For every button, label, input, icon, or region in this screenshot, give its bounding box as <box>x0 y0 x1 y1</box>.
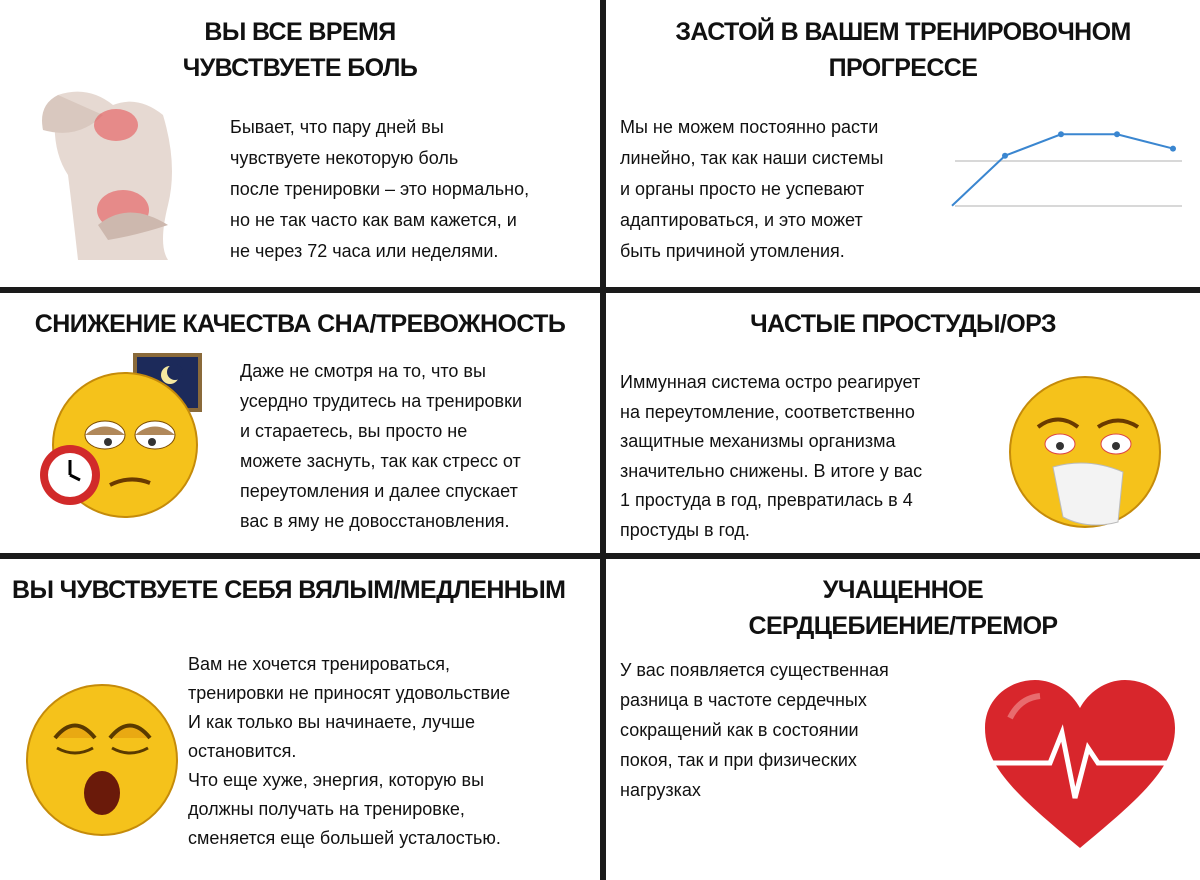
title-line: СНИЖЕНИЕ КАЧЕСТВА СНА/ТРЕВОЖНОСТЬ <box>34 310 566 338</box>
text-line: адаптироваться, и это может <box>620 210 863 230</box>
text-line: на переутомление, соответственно <box>620 401 915 422</box>
plateau-line-chart <box>950 120 1185 220</box>
text-line: простуды в год. <box>620 519 750 540</box>
text-line: и органы просто не успевают <box>620 179 865 199</box>
panel-3-title <box>0 306 600 342</box>
text-line: значительно снижены. В итоге у вас <box>620 460 923 481</box>
text-line: Что еще хуже, энергия, которую вы <box>188 770 485 790</box>
text-line: Иммунная система остро реагирует <box>620 372 921 392</box>
text-line: и стараетесь, вы просто не <box>240 421 468 441</box>
text-line: Даже не смотря на то, что вы <box>240 361 486 381</box>
vertical-divider <box>600 0 606 880</box>
text-line: Бывает, что пару дней вы <box>230 117 444 137</box>
text-line: разница в частоте сердечных <box>620 690 867 710</box>
horizontal-divider-1 <box>0 287 1200 293</box>
chart-point <box>1170 146 1176 152</box>
title-line: ЗАСТОЙ В ВАШЕМ ТРЕНИРОВОЧНОМ <box>675 18 1131 46</box>
text-line: сокращений как в состоянии <box>620 720 859 740</box>
text-line: должны получать на тренировке, <box>188 799 465 819</box>
text-line: переутомления и далее спускает <box>240 481 518 501</box>
sick-emoji-tissue <box>998 372 1173 532</box>
text-line: вас в яму не довосстановления. <box>240 511 510 531</box>
yawning-emoji <box>25 678 180 843</box>
panel-4-title <box>606 306 1200 342</box>
text-line: после тренировки – это нормально, <box>230 179 530 199</box>
panel-5-title <box>12 572 565 608</box>
text-line: Мы не можем постоянно расти <box>620 117 879 137</box>
text-line: можете заснуть, так как стресс от <box>240 451 521 471</box>
panel-6-text <box>620 655 889 805</box>
chart-point <box>1002 153 1008 159</box>
chart-line <box>952 134 1173 205</box>
panel-6-title <box>606 572 1200 644</box>
title-line: ЧУВСТВУЕТЕ БОЛЬ <box>182 54 418 82</box>
text-line: 1 простуда в год, превратилась в 4 <box>620 490 913 510</box>
text-line: И как только вы начинаете, лучше <box>188 712 475 732</box>
text-line: тренировки не приносят удовольствие <box>188 683 511 703</box>
title-line: ВЫ ВСЕ ВРЕМЯ <box>204 18 396 46</box>
text-line: но не так часто как вам кажется, и <box>230 210 517 230</box>
text-line: защитные механизмы организма <box>620 431 896 451</box>
text-line: нагрузках <box>620 780 701 800</box>
panel-4-text <box>620 368 922 545</box>
text-line: линейно, так как наши системы <box>620 148 884 168</box>
panel-1-title <box>0 14 600 86</box>
panel-2-text <box>620 112 883 267</box>
text-line: сменяется еще большей усталостью. <box>188 828 501 848</box>
chart-point <box>1114 131 1120 137</box>
heart-pulse-image <box>980 678 1180 853</box>
back-pain-image <box>18 85 198 260</box>
text-line: усердно трудитесь на тренировки <box>240 391 523 411</box>
panel-1-text <box>230 112 529 267</box>
title-line: ВЫ ЧУВСТВУЕТЕ СЕБЯ ВЯЛЫМ/МЕДЛЕННЫМ <box>12 576 566 604</box>
panel-2-title <box>606 14 1200 86</box>
title-line: УЧАЩЕННОЕ <box>822 576 984 604</box>
text-line: быть причиной утомления. <box>620 241 845 261</box>
title-line: ПРОГРЕССЕ <box>828 54 978 82</box>
text-line: не через 72 часа или неделями. <box>230 241 499 261</box>
text-line: Вам не хочется тренироваться, <box>188 654 450 674</box>
horizontal-divider-2 <box>0 553 1200 559</box>
text-line: У вас появляется существенная <box>620 660 889 680</box>
title-line: ЧАСТЫЕ ПРОСТУДЫ/ОРЗ <box>750 310 1056 338</box>
panel-3-text <box>240 356 522 536</box>
chart-point <box>1058 131 1064 137</box>
sleepy-emoji-with-clock <box>30 350 235 525</box>
panel-5-text <box>188 650 510 853</box>
text-line: остановится. <box>188 741 297 761</box>
text-line: чувствуете некоторую боль <box>230 148 459 168</box>
title-line: СЕРДЦЕБИЕНИЕ/ТРЕМОР <box>748 612 1058 640</box>
text-line: покоя, так и при физических <box>620 750 857 770</box>
